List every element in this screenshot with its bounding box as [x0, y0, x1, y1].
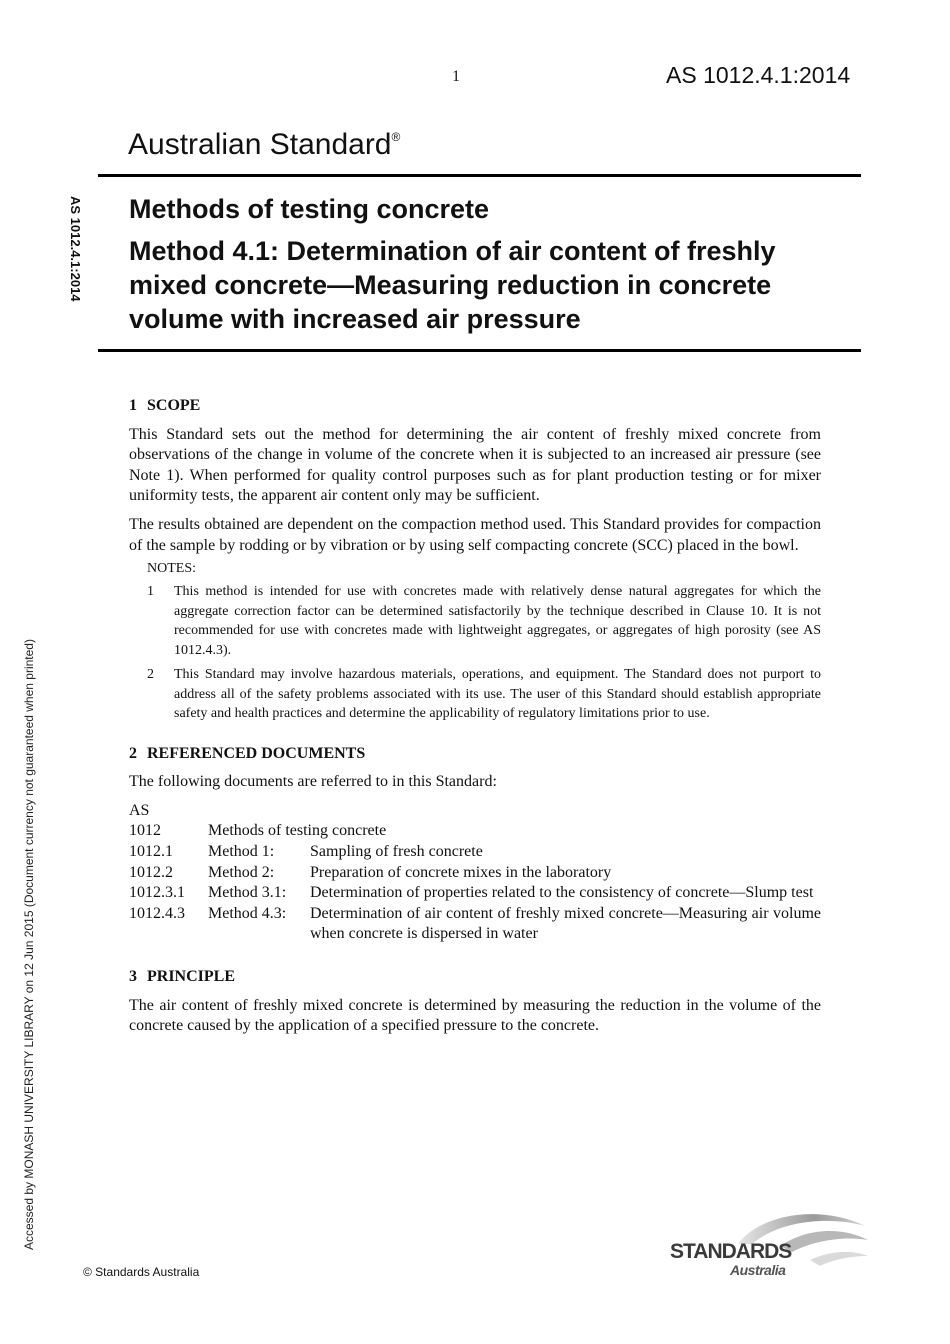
- reference-method: Method 1:: [208, 843, 275, 861]
- standard-number: AS 1012.4.1:2014: [666, 62, 851, 88]
- title-method: Method 4.1: Determination of air content of freshly mixed concrete—Measuring reduction in concrete volume with increased air pressure: [129, 236, 776, 334]
- section-title: SCOPE: [147, 397, 201, 414]
- brand-text: Australian Standard: [128, 128, 392, 161]
- section-heading-scope: [129, 396, 821, 417]
- section-number: 1: [129, 397, 137, 414]
- section-title: PRINCIPLE: [147, 968, 236, 985]
- scope-paragraph-2: The results obtained are dependent on the compaction method used. This Standard provides for compaction of the sample by rodding or by vibration or by using self compacting concrete (SCC) placed in the bowl.: [129, 515, 821, 554]
- access-watermark: Accessed by MONASH UNIVERSITY LIBRARY on 12 Jun 2015 (Document currency not guaranteed when printed): [22, 639, 36, 1250]
- title-rule-top: [98, 174, 861, 177]
- reference-row: [129, 904, 821, 945]
- refs-intro: The following documents are referred to in this Standard:: [129, 773, 497, 791]
- reference-code: 1012.4.3: [129, 904, 185, 922]
- section-title: REFERENCED DOCUMENTS: [147, 744, 366, 762]
- note-item: [147, 665, 821, 724]
- note-text: This method is intended for use with concretes made with relatively dense natural aggregates for which the aggregate correction factor can be determined satisfactorily by the technique described in Clause 10. It is not recommended for use with concretes made with lightweight aggregates, or aggregates of high porosity (see AS 1012.4.3).: [174, 584, 821, 658]
- section-heading-referenced-documents: [129, 744, 821, 765]
- section-number: 3: [129, 968, 137, 985]
- logo-subtitle: Australia: [730, 1262, 786, 1278]
- reference-code: 1012.3.1: [129, 884, 185, 902]
- reference-code: 1012.2: [129, 863, 173, 881]
- standard-brand: [128, 128, 400, 162]
- standards-australia-logo: [660, 1206, 870, 1281]
- reference-title: Methods of testing concrete: [208, 822, 387, 840]
- section-number: 2: [129, 744, 137, 762]
- reference-method: Method 2:: [208, 863, 275, 881]
- reference-code: 1012.1: [129, 843, 173, 861]
- principle-paragraph: The air content of freshly mixed concrete is determined by measuring the reduction in the volume of the concrete caused by the application of a specified pressure to the concrete.: [129, 996, 821, 1035]
- notes-label: NOTES:: [147, 561, 196, 577]
- reference-title: Sampling of fresh concrete: [310, 843, 483, 861]
- logo-wordmark: STANDARDS: [670, 1240, 792, 1263]
- reference-title: Preparation of concrete mixes in the laboratory: [310, 863, 612, 881]
- title-rule-bottom: [98, 349, 861, 352]
- reference-title: Determination of air content of freshly mixed concrete—Measuring air volume when concrete is dispersed in water: [310, 904, 821, 943]
- reference-method: Method 3.1:: [208, 884, 287, 902]
- copyright-notice: © Standards Australia: [83, 1265, 200, 1279]
- title-series: Methods of testing concrete: [129, 194, 490, 224]
- registered-mark: ®: [391, 130, 401, 144]
- reference-code: 1012: [129, 822, 161, 840]
- reference-row: [129, 863, 821, 884]
- scope-paragraph-1: This Standard sets out the method for determining the air content of freshly mixed concrete from observations of the change in volume of the concrete when it is subjected to an increased air pressure (see Note 1). When performed for quality control purposes such as for plant production testing or for mixer uniformity tests, the apparent air content only may be sufficient.: [129, 425, 821, 505]
- section-heading-principle: [129, 967, 821, 988]
- spine-standard-id: [63, 196, 83, 302]
- reference-row: [129, 842, 821, 863]
- note-item: [147, 582, 821, 660]
- spine-id-text: AS 1012.4.1:2014: [68, 196, 83, 302]
- document-body: [129, 396, 821, 1045]
- reference-row: [129, 883, 821, 904]
- reference-method: Method 4.3:: [208, 904, 287, 922]
- page-number: 1: [452, 68, 460, 85]
- note-text: This Standard may involve hazardous materials, operations, and equipment. The Standard does not purport to address all of the safety problems associated with its use. The user of this Standard should establish appropriate safety and health practices and determine the applicability of regulatory limitations prior to use.: [174, 667, 821, 722]
- note-number: 1: [147, 584, 154, 600]
- note-number: 2: [147, 667, 154, 683]
- refs-prefix: AS: [129, 801, 150, 819]
- reference-title: Determination of properties related to the consistency of concrete—Slump test: [310, 884, 814, 902]
- document-title: [129, 192, 849, 336]
- reference-row: [129, 821, 821, 842]
